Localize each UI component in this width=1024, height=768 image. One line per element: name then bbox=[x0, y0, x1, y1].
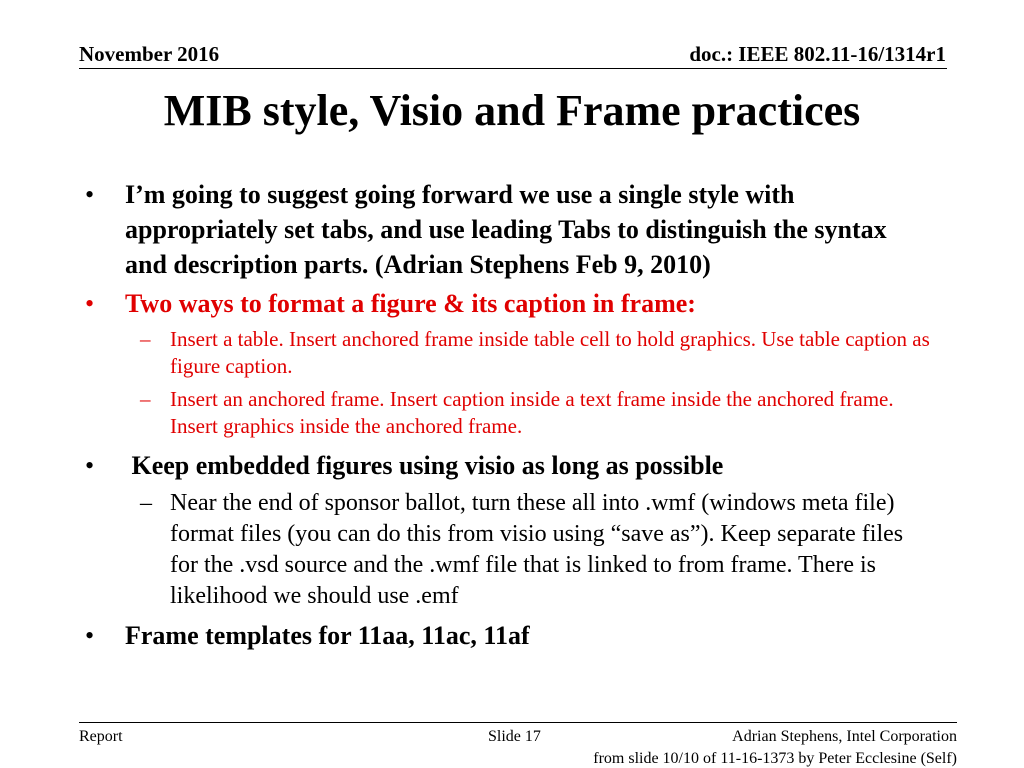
sub-marker: – bbox=[140, 327, 151, 351]
bullet-4 bbox=[85, 618, 915, 653]
sub-text: Insert an anchored frame. Insert caption inside a text frame inside the anchored frame. Insert graphics inside the anchored frame. bbox=[170, 387, 894, 438]
footer-left: Report bbox=[79, 728, 123, 745]
bullet-marker: • bbox=[85, 621, 95, 650]
bullet-1 bbox=[85, 177, 915, 282]
sub-marker: – bbox=[140, 490, 152, 516]
sub-text: Near the end of sponsor ballot, turn these all into .wmf (windows meta file) format files (you can do this from visio using “save as”). Keep separate files for the .vsd source and the .wmf file that is linked to from frame. There is likelihood we should use .emf bbox=[170, 490, 904, 609]
slide-number: Slide 17 bbox=[488, 728, 541, 745]
footer-author: Adrian Stephens, Intel Corporation bbox=[732, 728, 957, 745]
bullet-text: Keep embedded figures using visio as long as possible bbox=[125, 451, 724, 480]
sub-bullet-3-1 bbox=[140, 488, 930, 612]
bullet-2 bbox=[85, 286, 915, 321]
sub-marker: – bbox=[140, 387, 151, 411]
footer-divider bbox=[79, 722, 957, 723]
footer-source-note: from slide 10/10 of 11-16-1373 by Peter Ecclesine (Self) bbox=[593, 750, 957, 767]
bullet-text: I’m going to suggest going forward we use a single style with appropriately set tabs, and use leading Tabs to distinguish the syntax and description parts. (Adrian Stephens Feb 9, 2010) bbox=[125, 180, 887, 279]
sub-bullet-2-2 bbox=[140, 386, 930, 440]
bullet-marker: • bbox=[85, 289, 95, 318]
bullet-text: Two ways to format a figure & its caption in frame: bbox=[125, 289, 696, 318]
bullet-marker: • bbox=[85, 180, 95, 209]
slide-title: MIB style, Visio and Frame practices bbox=[163, 86, 861, 135]
bullet-marker: • bbox=[85, 451, 95, 480]
header-doc-id: doc.: IEEE 802.11-16/1314r1 bbox=[689, 42, 946, 66]
sub-bullet-2-1 bbox=[140, 326, 930, 380]
sub-text: Insert a table. Insert anchored frame inside table cell to hold graphics. Use table caption as figure caption. bbox=[170, 327, 930, 378]
bullet-3 bbox=[85, 448, 915, 483]
bullet-text: Frame templates for 11aa, 11ac, 11af bbox=[125, 621, 530, 650]
header-divider bbox=[79, 68, 947, 69]
header-date: November 2016 bbox=[79, 42, 220, 66]
